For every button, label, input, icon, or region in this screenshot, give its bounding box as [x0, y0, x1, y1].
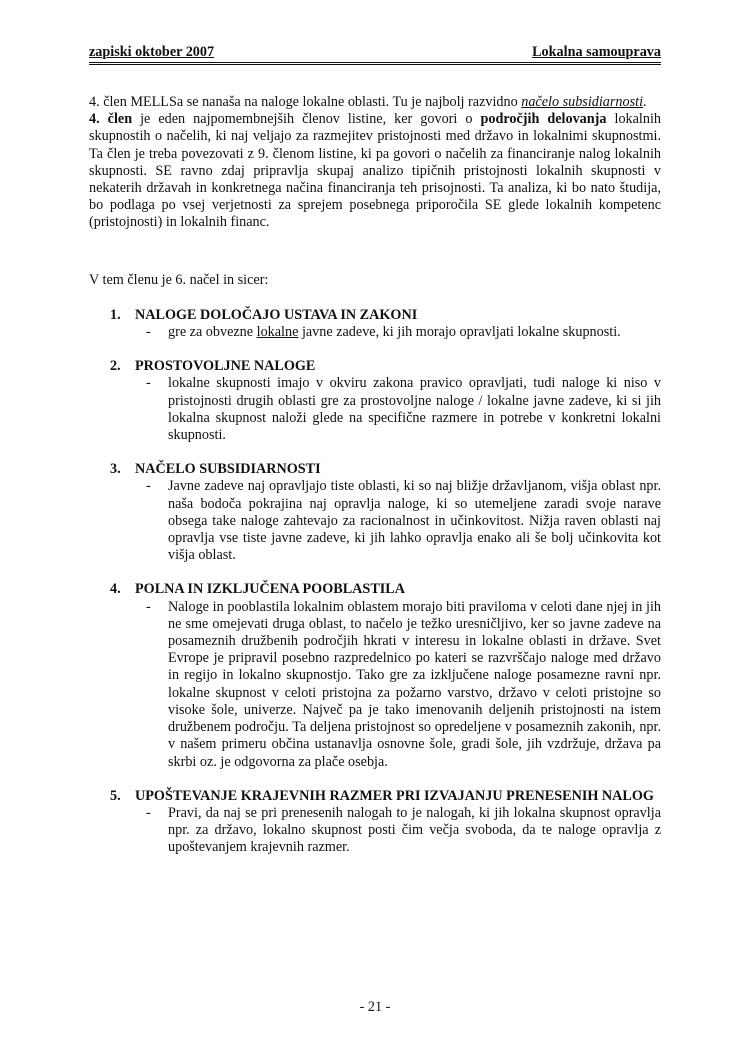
- principle-title: PROSTOVOLJNE NALOGE: [135, 358, 316, 375]
- principle-title: NALOGE DOLOČAJO USTAVA IN ZAKONI: [135, 306, 418, 323]
- text-after: javne zadeve, ki jih morajo opravljati lokalne skupnosti.: [298, 324, 621, 341]
- principle-heading: [89, 307, 661, 324]
- principle-bullet: [89, 805, 661, 857]
- dash-bullet-icon: -: [146, 478, 151, 495]
- principle-text: Naloge in pooblastila lokalnim oblastem morajo biti praviloma v celoti dane njej in jih ne sme omejevati druga oblast, to načelo je težko uresničljivo, ker so javne zadeve na posameznih družbenih področjih hkrati v interesu in lokalne oblasti in države. Svet Evrope je pripravil posebno razpredelnico po kateri se razvrščajo naloge med državo in regijo in lokalno skupnostjo. Tako gre za izključene naloge posamezne ravni npr. lokalne skupnost v celoti pristojna za požarno varstvo, državo v celoti pristojne so visoke šole, univerze. Največ pa je tako imenovanih deljenih pristojnosti na istem družbenem področju. Ta deljena pristojnost so opredeljene v posameznih zakonih, npr. v našem primeru občina ustanavlja osnovne šole, gradi šole, jih vzdržuje, država pa skrbi oz. je odgovorna za plače osebja.: [168, 598, 661, 770]
- principle-bullet: [89, 478, 661, 564]
- running-header: [89, 44, 661, 65]
- principle-text: Javne zadeve naj opravljajo tiste oblasti, ki so naj bližje državljanom, višja oblast npr. naša bodoča pokrajina naj opravlja naloge, ki so utemeljene zaradi svoje narave obsega take naloge zahtevajo za racionalnost in učinkovitost. Nižja raven oblasti naj opravlja vse tiste javne zadeve, ki jih lahko opravlja enako ali še bolj učinkovita kot višja oblast.: [168, 478, 661, 564]
- intro-p2-text: je eden najpomembnejših členov listine, ker govori o: [132, 111, 481, 128]
- document-page: [89, 44, 661, 874]
- principle-heading: [89, 788, 661, 805]
- intro-text: 4. člen MELLSa se nanaša na naloge lokalne oblasti. Tu je najbolj razvidno: [89, 94, 522, 110]
- principle-number: 3.: [110, 461, 121, 478]
- principle-text: [168, 324, 661, 341]
- underlined-word: lokalne: [256, 324, 299, 341]
- principle-text: Pravi, da naj se pri prenesenih nalogah to je nalogah, ki jih lokalna skupnost opravlja npr. za državo, lokalno skupnost posti čim večja svoboda, da te naloge opravlja z upoštevanjem krajevnih razmer.: [168, 804, 661, 856]
- intro-p2-rest: lokalnih skupnostih o načelih, ki naj veljajo za razmejitev pristojnosti med državo in lokalnimi skupnostmi. Ta člen je treba povezovati z 9. členom listine, ki pa govori o načelih za financiranje nalog lokalnih skupnosti. SE ravno zdaj pripravlja skupaj analizo tipičnih pristojnosti lokalnih skupnosti v nekaterih državah in konkretnega načina financiranja teh prisojnosti. Ta analiza, ki bo nato študija, bo podlaga po vsej verjetnosti za sprejem posebnega priporočila SE glede lokalnih kompetenc (pristojnosti) in lokalnih financ.: [89, 111, 662, 231]
- principle-number: 1.: [110, 306, 121, 323]
- article-label: 4. člen: [89, 111, 133, 128]
- principle-title: UPOŠTEVANJE KRAJEVNIH RAZMER PRI IZVAJANJU PRENESENIH NALOG: [135, 787, 654, 804]
- principle-item: [89, 358, 661, 444]
- lead-sentence: V tem členu je 6. načel in sicer:: [89, 271, 269, 288]
- header-left: zapiski oktober 2007: [89, 44, 215, 60]
- principle-item: [89, 788, 661, 857]
- dash-bullet-icon: -: [146, 598, 151, 615]
- text-before: gre za obvezne: [168, 324, 257, 341]
- dash-bullet-icon: -: [146, 375, 151, 392]
- dash-bullet-icon: -: [146, 804, 151, 821]
- principle-heading: [89, 358, 661, 375]
- emphasis-subsidiarity: načelo subsidiarnosti: [521, 94, 644, 110]
- principle-number: 5.: [110, 787, 121, 804]
- principle-number: 2.: [110, 358, 121, 375]
- header-right: Lokalna samouprava: [532, 44, 661, 60]
- principle-bullet: [89, 599, 661, 771]
- intro-end: .: [643, 94, 647, 110]
- principle-heading: [89, 581, 661, 598]
- principle-item: [89, 581, 661, 770]
- principle-title: POLNA IN IZKLJUČENA POOBLASTILA: [135, 581, 406, 598]
- principle-bullet: [89, 375, 661, 444]
- page-number: - 21 -: [359, 999, 391, 1015]
- principle-bullet: [89, 324, 661, 341]
- principle-item: [89, 461, 661, 564]
- principles-list: [89, 307, 661, 857]
- principle-number: 4.: [110, 581, 121, 598]
- principle-heading: [89, 461, 661, 478]
- principle-item: [89, 307, 661, 341]
- dash-bullet-icon: -: [146, 324, 151, 341]
- intro-paragraph-2: [89, 111, 661, 231]
- principle-title: NAČELO SUBSIDIARNOSTI: [135, 461, 321, 478]
- intro-paragraph-1: [89, 94, 661, 111]
- bold-phrase: področjih delovanja: [480, 111, 607, 128]
- principle-text: lokalne skupnosti imajo v okviru zakona pravico opravljati, tudi naloge ki niso v pristojnosti drugih oblasti gre za prostovoljne naloge / lokalne javne zadeve, ki si jih lokalna skupnost naloži glede na specifične razmere in potrebe v konkretni lokalni skupnosti.: [168, 375, 661, 444]
